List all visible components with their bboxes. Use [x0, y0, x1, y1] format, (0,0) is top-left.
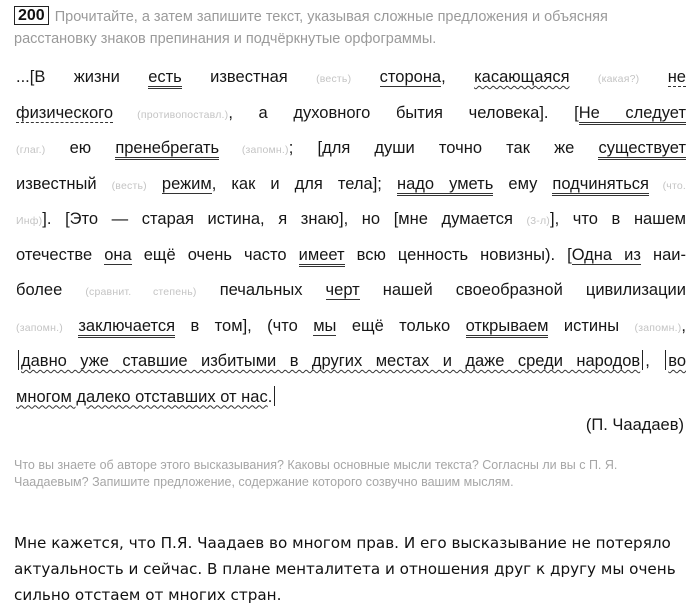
grammar-hint: (весть): [316, 73, 352, 85]
grammar-hint: (весть): [111, 179, 147, 192]
participle-word: касающаяся: [474, 68, 570, 86]
grammar-hint: (глаг.): [16, 144, 46, 156]
predicate-word: заключается: [78, 317, 175, 338]
text-segment: ,: [441, 68, 475, 86]
text-segment: в том], (что: [175, 316, 314, 335]
text-line-10: [16, 380, 686, 416]
grammar-hint: (запомн.): [219, 144, 289, 156]
grammar-hint: Инф): [16, 215, 43, 227]
text-segment: известный: [16, 174, 112, 193]
grammar-hint: (что.: [649, 179, 687, 192]
participial-phrase: давно уже ставшие избитыми в других местах и даже среди народов: [21, 352, 641, 370]
predicate-word: имеет: [299, 246, 345, 267]
subject-word: режим: [161, 174, 212, 193]
grammar-hint: (сравнит. степень): [85, 286, 197, 298]
text-segment: ], что в нашем: [550, 210, 686, 228]
text-segment: ему: [493, 174, 553, 193]
predicate-word: есть: [148, 68, 182, 89]
text-segment: ,: [645, 352, 664, 370]
predicate-word: Не следует: [579, 104, 686, 125]
text-line-8: [16, 309, 686, 345]
text-segment: ]. [Это — старая истина, я знаю], но [мне думается: [42, 210, 527, 228]
text-segment: ...[В жизни: [16, 68, 149, 86]
predicate-word: надо уметь: [397, 175, 493, 196]
participial-phrase-bar: [642, 350, 643, 370]
underlined-word: физического: [16, 103, 114, 122]
text-line-4: [16, 167, 686, 203]
underlined-word: не: [667, 68, 686, 86]
subject-word: черт: [325, 281, 360, 299]
participial-phrase: многом далеко отставших от нас: [16, 387, 268, 406]
text-line-3: [16, 131, 686, 167]
text-segment: , как и для тела];: [211, 174, 397, 193]
predicate-word: подчиняться: [552, 175, 649, 196]
text-line-9: [16, 344, 686, 380]
exercise-header: [14, 6, 690, 50]
grammar-hint: (запомн.): [634, 321, 682, 334]
participial-phrase-bar: [665, 350, 666, 370]
text-line-5: [16, 202, 686, 238]
exercise-question: Что вы знаете об авторе этого высказывания? Каковы основные мысли текста? Согласны ли вы с П. Я. Чаадаевым? Запишите предложение, содержание которого созвучно вашим мыслям.: [14, 458, 618, 489]
text-line-1: [16, 60, 686, 96]
predicate-word: пренебрегать: [115, 139, 219, 160]
grammar-hint: (какая?): [597, 73, 640, 85]
text-segment: истины: [548, 316, 635, 335]
text-segment: ; [для души точно так же: [288, 139, 599, 157]
text-segment: , а духовного бытия человека]. [: [228, 103, 579, 122]
text-segment: ею: [45, 139, 116, 157]
text-line-2: [16, 96, 686, 132]
subject-word: мы: [313, 316, 337, 335]
text-segment: всю ценность новизны). [: [344, 245, 572, 264]
exercise-number: 200: [14, 6, 49, 25]
text-segment: ,: [681, 316, 687, 335]
text-segment: [570, 68, 598, 86]
text-segment: известная: [181, 68, 317, 86]
subject-word: Одна из: [571, 245, 641, 264]
participial-phrase-bar: [274, 386, 275, 406]
text-line-7: [16, 273, 686, 309]
text-segment: отечестве: [16, 245, 105, 264]
participial-phrase-bar: [18, 350, 19, 370]
subject-word: сторона: [379, 68, 442, 86]
predicate-word: открываем: [466, 317, 549, 338]
quote-author: (П. Чаадаев): [585, 416, 684, 434]
handwritten-answer: Мне кажется, что П.Я. Чаадаев во многом прав. И его высказывание не потеряло актуальность и сейчас. В плане менталитета и отношения друг к другу мы очень сильно отстаем от многих стран.: [14, 534, 676, 604]
exercise-task: Прочитайте, а затем запишите текст, указывая сложные предложения и объясняя расстановку знаков препинания и подчёркнутые орфограммы.: [14, 9, 608, 47]
text-line-6: [16, 238, 686, 274]
text-segment: печальных: [196, 281, 326, 299]
text-segment: ещё очень часто: [131, 245, 299, 264]
text-segment: более: [16, 281, 86, 299]
grammar-hint: (3-л): [526, 215, 551, 227]
exercise-text: [16, 60, 686, 415]
predicate-word: существует: [598, 139, 686, 160]
text-segment: [147, 175, 162, 193]
grammar-hint: (запомн.): [16, 321, 63, 334]
grammar-hint: (противопоставл.): [113, 108, 229, 121]
text-segment: .: [267, 387, 273, 406]
text-segment: [63, 317, 78, 335]
text-segment: нашей своеобразной цивилизации: [359, 281, 686, 299]
text-segment: [351, 68, 379, 86]
text-segment: ещё только: [336, 316, 466, 335]
subject-word: она: [104, 245, 132, 264]
participial-phrase: во: [668, 352, 686, 370]
text-segment: наи-: [640, 245, 686, 264]
